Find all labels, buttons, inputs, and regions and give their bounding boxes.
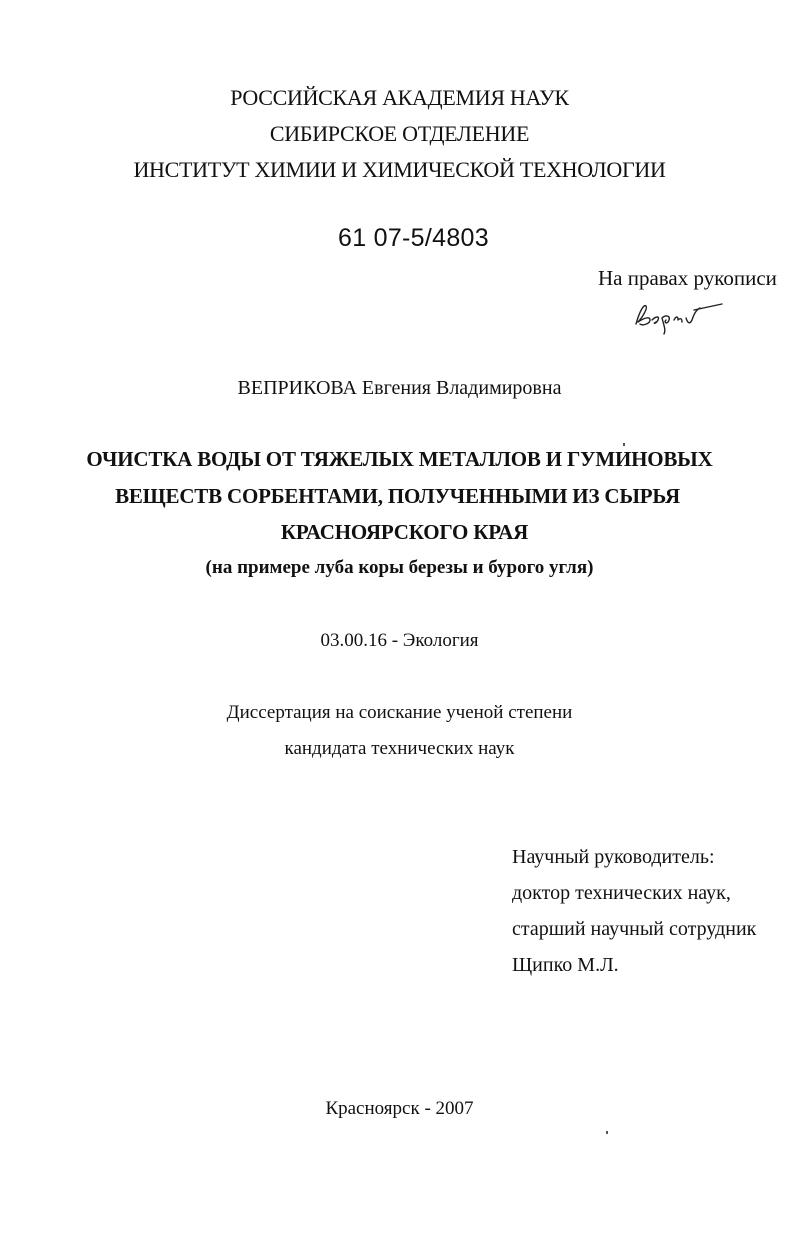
advisor-label: Научный руководитель: (512, 846, 715, 868)
rights-note: На правах рукописи (598, 266, 777, 290)
title-line-2: ВЕЩЕСТВ СОРБЕНТАМИ, ПОЛУЧЕННЫМИ ИЗ СЫРЬЯ (115, 484, 680, 508)
handwritten-signature (630, 296, 730, 336)
institute-name: ИНСТИТУТ ХИМИИ И ХИМИЧЕСКОЙ ТЕХНОЛОГИИ (133, 157, 666, 182)
advisor-degree: доктор технических наук, (512, 882, 731, 904)
advisor-position: старший научный сотрудник (512, 918, 757, 940)
branch-name: СИБИРСКОЕ ОТДЕЛЕНИЕ (269, 121, 530, 146)
degree-line-1: Диссертация на соискание ученой степени (226, 702, 573, 723)
title-line-1: ОЧИСТКА ВОДЫ ОТ ТЯЖЕЛЫХ МЕТАЛЛОВ И ГУМИНОВЫХ (86, 447, 713, 471)
scan-speck (623, 443, 625, 446)
advisor-name: Щипко М.Л. (512, 954, 619, 976)
city-year: Красноярск - 2007 (325, 1098, 474, 1119)
academy-name: РОССИЙСКАЯ АКАДЕМИЯ НАУК (230, 85, 569, 110)
author-name: ВЕПРИКОВА Евгения Владимировна (237, 377, 562, 399)
degree-line-2: кандидата технических наук (284, 738, 515, 759)
title-line-3: КРАСНОЯРСКОГО КРАЯ (280, 520, 529, 544)
archive-number: 61 07-5/4803 (338, 224, 489, 252)
specialty: 03.00.16 - Экология (320, 630, 479, 651)
scan-speck (606, 1131, 608, 1134)
title-subtitle: (на примере луба коры березы и бурого угля) (205, 557, 594, 578)
